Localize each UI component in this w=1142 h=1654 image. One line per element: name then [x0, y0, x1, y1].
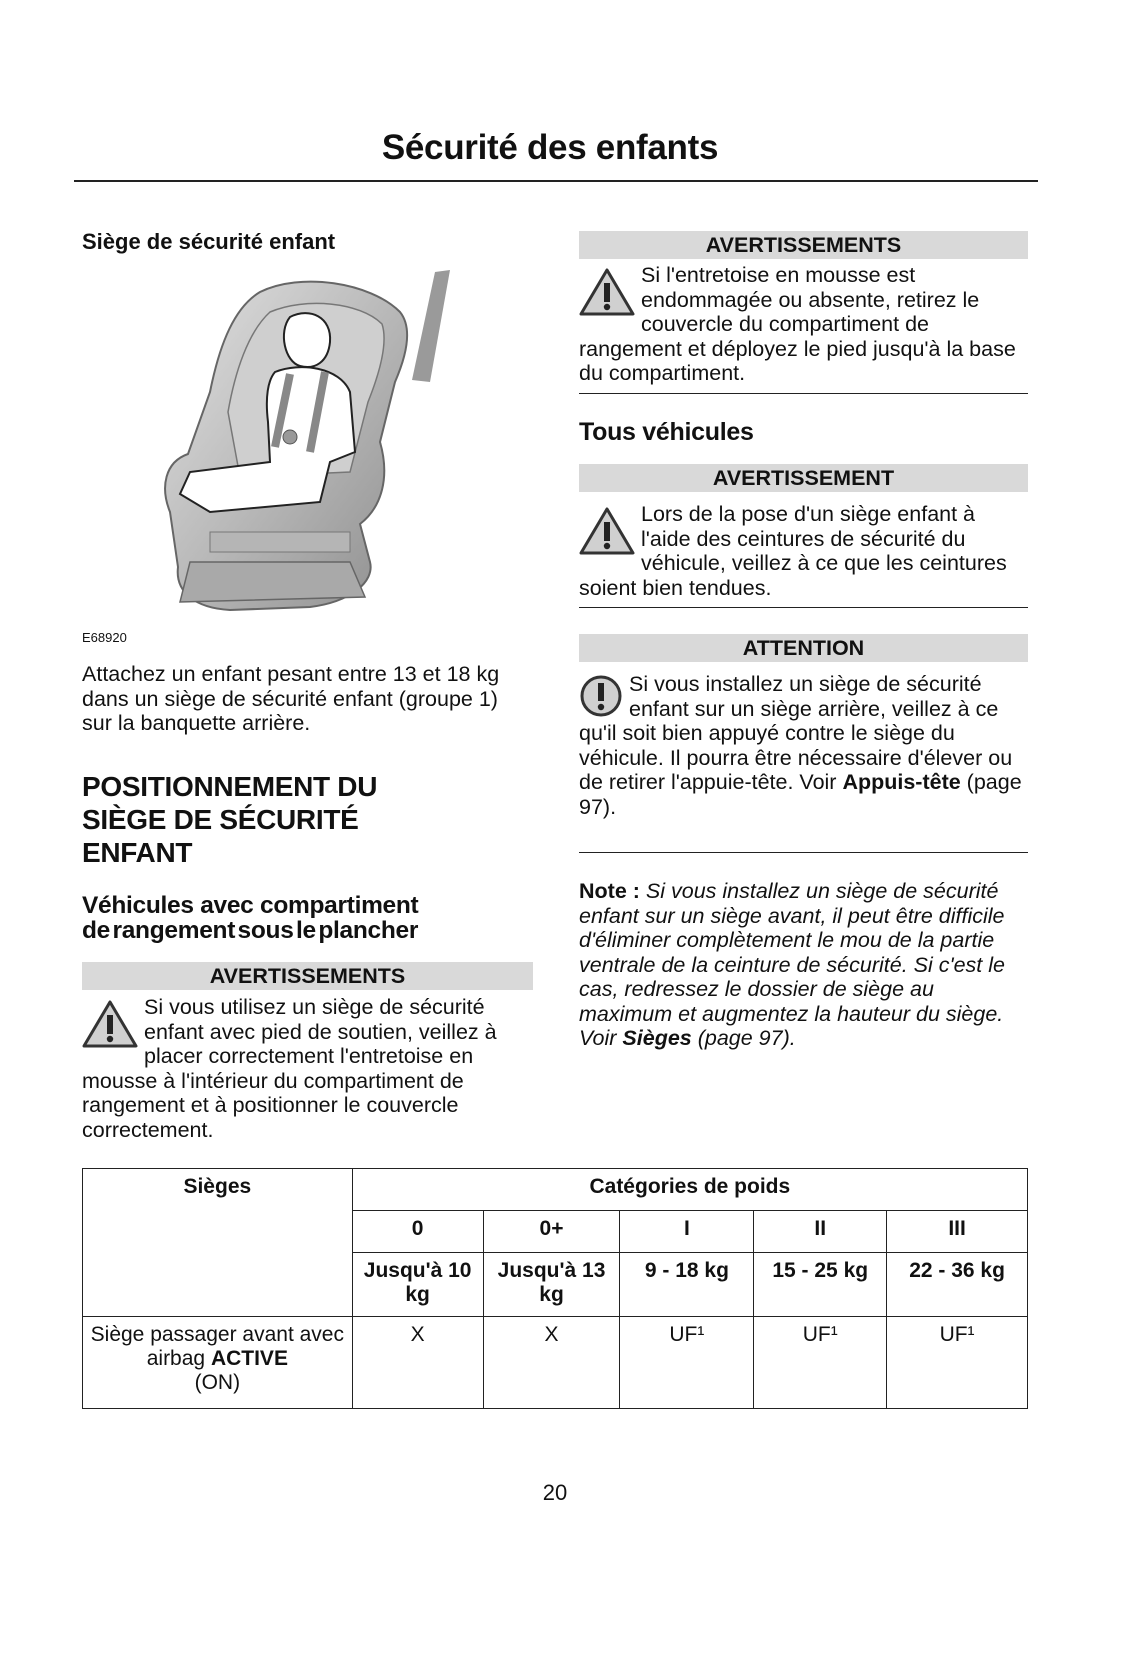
tous-vehicules-heading: Tous véhicules: [579, 418, 754, 446]
child-seat-illustration: [150, 262, 450, 622]
title-divider: [74, 180, 1038, 182]
page-title: Sécurité des enfants: [381, 128, 719, 167]
main-heading-line-1: POSITIONNEMENT DU: [82, 771, 378, 802]
value-cell: UF¹: [754, 1317, 887, 1409]
sub-heading-line-2: de rangement sous le plancher: [82, 917, 419, 944]
note-label: Note :: [579, 879, 640, 903]
warning-header-left: AVERTISSEMENTS: [82, 962, 533, 990]
note-paragraph: [579, 879, 1031, 1051]
note-text: Si vous installez un siège de sécurité enfant sur un siège avant, il peut être difficile d'éliminer complètement le mou de la partie ventrale de la ceinture de sécurité. Si c'est le cas, redressez le dossier de siège au maximum et augmentez la hauteur du siège. Voir: [579, 879, 1005, 1050]
value-cell: X: [483, 1317, 620, 1409]
attention-circle-icon: [579, 674, 623, 718]
divider: [579, 607, 1028, 608]
weight-cell: Jusqu'à 13 kg: [483, 1253, 620, 1317]
main-heading-line-3: ENFANT: [82, 837, 193, 868]
value-cell: UF¹: [887, 1317, 1028, 1409]
group-cell: 0: [352, 1211, 483, 1253]
weight-cell: 15 - 25 kg: [754, 1253, 887, 1317]
group-cell: I: [620, 1211, 754, 1253]
row-label-active: ACTIVE: [210, 1347, 288, 1370]
sub-heading-line-1: Véhicules avec compartiment: [82, 892, 419, 919]
attention-body: [579, 672, 1028, 819]
section-title: Siège de sécurité enfant: [82, 229, 336, 254]
value-cell: X: [352, 1317, 483, 1409]
warning-body-left: [82, 995, 533, 1142]
main-heading: [82, 770, 542, 869]
row-label: [83, 1317, 353, 1409]
group-cell: 0+: [483, 1211, 620, 1253]
warning-text-right-2: Lors de la pose d'un siège enfant à l'aide des ceintures de sécurité du véhicule, veillez à ce que les ceintures soient bien tendues.: [579, 502, 1007, 600]
seats-header: Sièges: [83, 1169, 353, 1317]
main-heading-line-2: SIÈGE DE SÉCURITÉ: [82, 804, 359, 835]
warning-triangle-icon: [579, 267, 635, 317]
warning-header-right-1: AVERTISSEMENTS: [579, 231, 1028, 259]
page-number: 20: [542, 1480, 568, 1505]
weight-cell: 22 - 36 kg: [887, 1253, 1028, 1317]
row-label-text: Siège passager avant avec airbag: [90, 1323, 344, 1370]
warning-text-right-1: Si l'entretoise en mousse est endommagée ou absente, retirez le couvercle du compartiment de rangement et déployez le pied jusqu'à la base du compartiment.: [579, 263, 1016, 385]
weight-cell: Jusqu'à 10 kg: [352, 1253, 483, 1317]
table-row: [83, 1317, 1028, 1409]
intro-paragraph: Attachez un enfant pesant entre 13 et 18 kg dans un siège de sécurité enfant (groupe 1) sur la banquette arrière.: [82, 662, 500, 735]
attention-page-ref: (page 97).: [579, 770, 1022, 819]
warning-triangle-icon: [82, 999, 138, 1049]
warning-body-right-1: [579, 263, 1028, 386]
group-cell: II: [754, 1211, 887, 1253]
weight-categories-header: Catégories de poids: [352, 1169, 1027, 1211]
appuis-tete-link[interactable]: Appuis-tête: [842, 770, 961, 794]
warning-header-right-2: AVERTISSEMENT: [579, 464, 1028, 492]
warning-triangle-icon: [579, 506, 635, 556]
sub-heading: [82, 893, 542, 943]
warning-body-right-2: [579, 502, 1028, 600]
weight-categories-table: [82, 1168, 1028, 1409]
attention-header: ATTENTION: [579, 634, 1028, 662]
sieges-link[interactable]: Sièges: [622, 1026, 692, 1050]
warning-text-left: Si vous utilisez un siège de sécurité enfant avec pied de soutien, veillez à placer correctement l'entretoise en mousse à l'intérieur du compartiment de rangement et à positionner le couvercle correctement.: [82, 995, 497, 1142]
value-cell: UF¹: [620, 1317, 754, 1409]
group-cell: III: [887, 1211, 1028, 1253]
figure-id: E68920: [82, 630, 127, 645]
row-label-on: (ON): [194, 1371, 241, 1394]
note-page-ref: (page 97).: [691, 1026, 796, 1050]
divider: [579, 393, 1028, 394]
weight-cell: 9 - 18 kg: [620, 1253, 754, 1317]
divider: [579, 852, 1028, 853]
attention-text: Si vous installez un siège de sécurité enfant sur un siège arrière, veillez à ce qu'il soit bien appuyé contre le siège du véhicule. Il pourra être nécessaire d'élever ou de retirer l'appuie-tête. Voir: [579, 672, 1013, 794]
